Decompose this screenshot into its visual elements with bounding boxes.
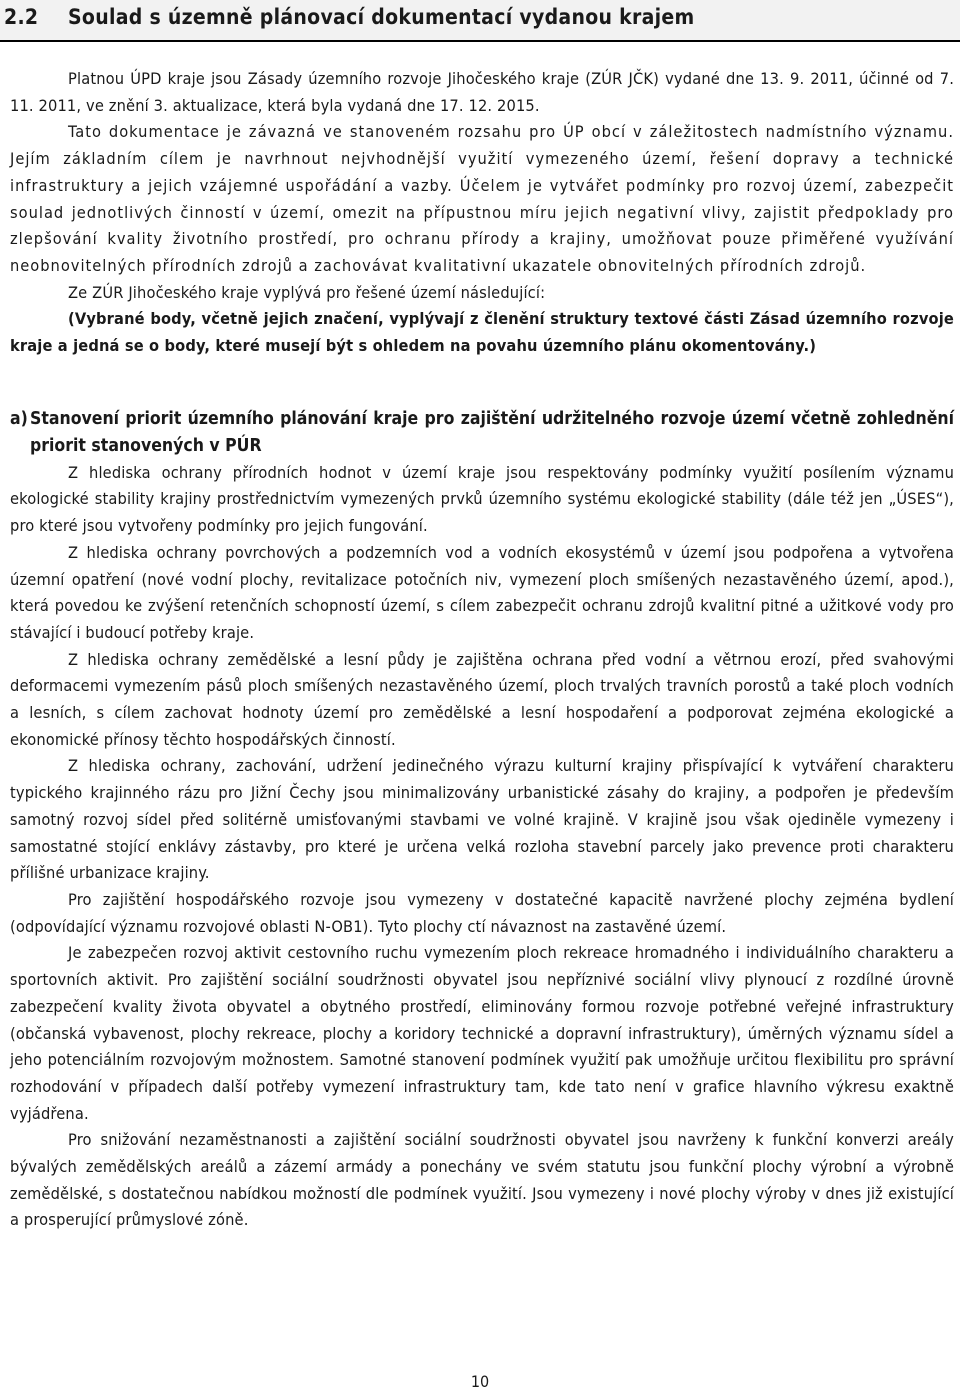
section-title: Soulad s územně plánovací dokumentací vydanou krajem (68, 5, 695, 29)
intro-paragraph-3: Ze ZÚR Jihočeského kraje vyplývá pro řešené území následující: (68, 282, 546, 302)
item-a-paragraph: Z hlediska ochrany přírodních hodnot v území kraje jsou respektovány podmínky využití posílením významu ekologické stability krajiny prostřednictvím vymezených prvků územního systému ekologické stability (dále též jen „ÚSES“), pro které jsou vytvořeny podmínky pro jejich fungování. (10, 462, 954, 536)
intro-paragraph-2: Tato dokumentace je závazná ve stanoveném rozsahu pro ÚP obcí v záležitostech nadmístního významu. Jejím základním cílem je navrhnout nejvhodnější využití vymezeného území, řešení dopravy a technické infrastruktury a jejich vzájemné uspořádání a vazby. Účelem je vytvářet podmínky pro rozvoj území, zabezpečit soulad jednotlivých činností v území, omezit na přípustnou míru jejich negativní vlivy, zajistit předpoklady pro zlepšování kvality životního prostředí, pro ochranu přírody a krajiny, umožňovat pouze přiměřené využívání neobnovitelných přírodních zdrojů a zachovávat kvalitativní ukazatele obnovitelných přírodních zdrojů. (10, 122, 954, 275)
page-number: 10 (470, 1372, 490, 1391)
section-number: 2.2 (4, 5, 39, 29)
document-body (10, 66, 954, 1234)
item-a-label: a) (10, 408, 28, 429)
item-a-title: Stanovení priorit územního plánování kraje pro zajištění udržitelného rozvoje území včetně zohlednění priorit stanovených v PÚR (30, 408, 954, 456)
intro-paragraph-1: Platnou ÚPD kraje jsou Zásady územního rozvoje Jihočeského kraje (ZÚR JČK) vydané dne 13. 9. 2011, účinné od 7. 11. 2011, ve znění 3. aktualizace, která byla vydaná dne 17. 12. 2015. (10, 69, 954, 115)
item-a-heading (10, 406, 954, 460)
item-a-paragraph: Z hlediska ochrany, zachování, udržení jedinečného výrazu kulturní krajiny přispívající k vytváření charakteru typického krajinného rázu pro Jižní Čechy jsou minimalizovány urbanistické zásahy do krajiny, a podpořen je především samotný rozvoj sídel před solitérně umisťovanými stavbami ve volné krajině. V krajině jsou však ojediněle vymezeny i samostatné stojící enklávy zástavby, pro které je určena velká rozloha stavební parcely jako prevence proti charakteru přílišné urbanizace krajiny. (10, 756, 954, 883)
item-a-paragraph: Z hlediska ochrany zemědělské a lesní půdy je zajištěna ochrana před vodní a větrnou erozí, před svahovými deformacemi vymezením pásů ploch smíšených nezastavěného území, ploch trvalých travních porostů a také ploch vodních a lesních, s cílem zachovat hodnoty území pro zemědělské a lesní hospodaření a podporovat zejména ekologické a ekonomické přínosy těchto hospodářských činností. (10, 649, 954, 749)
item-a-paragraph: Je zabezpečen rozvoj aktivit cestovního ruchu vymezením ploch rekreace hromadného i individuálního charakteru a sportovních aktivit. Pro zajištění sociální soudržnosti obyvatel jsou nepříznivé sociální vlivy plynoucí z rozdílné úrovně zabezpečení kvality života obyvatel a obytného prostředí, eliminovány formou rozvoje potřebné veřejné infrastruktury (občanská vybavenost, plochy rekreace, plochy a koridory technické a dopravní infrastruktury), úměrných významu sídel a jeho potenciálním rozvojovým možnostem. Samotné stanovení podmínek využití pak umožňuje určitou flexibilitu pro správní rozhodování v případech další potřeby vymezení infrastruktury tam, kde tato není v grafice hlavního výkresu exaktně vyjádřena. (10, 943, 954, 1123)
item-a-paragraph: Pro zajištění hospodářského rozvoje jsou vymezeny v dostatečné kapacitě navržené plochy zejména bydlení (odpovídající významu rozvojové oblasti N-OB1). Tyto plochy ctí návaznost na zastavěné území. (10, 889, 954, 936)
item-a-paragraph: Pro snižování nezaměstnanosti a zajištění sociální soudržnosti obyvatel jsou navrženy k funkční konverzi areály bývalých zemědělských areálů a zázemí armády a ponechány ve svém statutu jsou funkční plochy výrobní a výrobně zemědělské, s dostatečnou nabídkou možností dle podmínek využití. Jsou vymezeny i nové plochy výroby v dnes již existující a prosperující průmyslové zóně. (10, 1130, 954, 1230)
intro-note: (Vybrané body, včetně jejich značení, vyplývají z členění struktury textové části Zásad územního rozvoje kraje a jedná se o body, které musejí být s ohledem na povahu územního plánu okomentovány.) (10, 309, 954, 356)
section-heading (0, 0, 960, 42)
item-a-paragraph: Z hlediska ochrany povrchových a podzemních vod a vodních ekosystémů v území jsou podpořena a vytvořena územní opatření (nové vodní plochy, revitalizace potočních niv, vymezení ploch smíšených nezastavěného území, apod.), která povedou ke zvýšení retenčních schopností území, s cílem zabezpečit ochranu zdrojů kvalitní pitné a užitkové vody pro stávající i budoucí potřeby kraje. (10, 542, 954, 642)
